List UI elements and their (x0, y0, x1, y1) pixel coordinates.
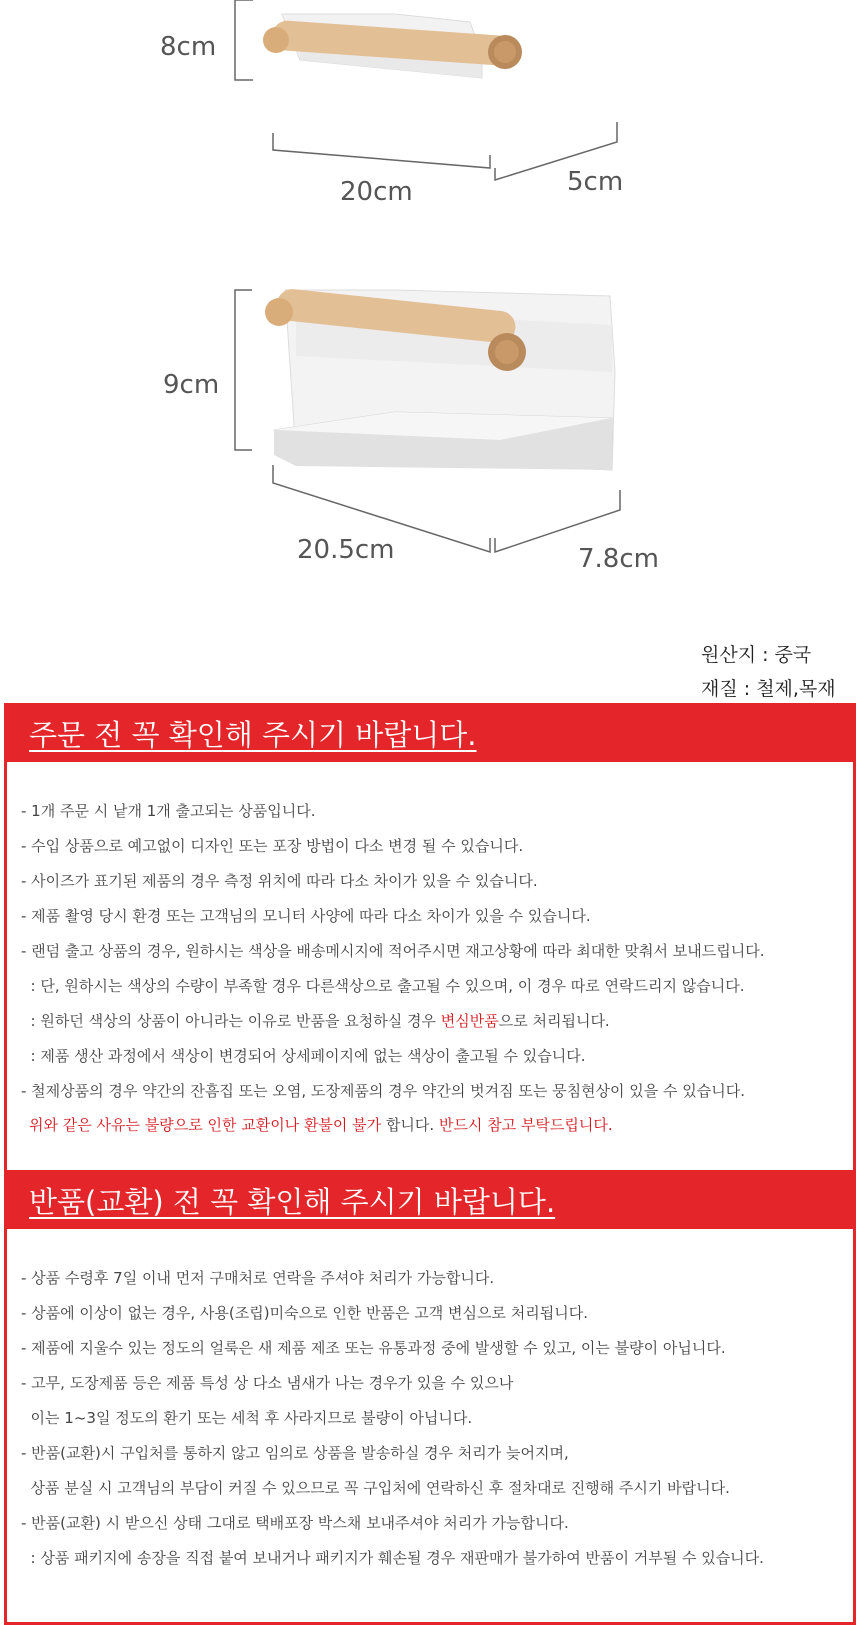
depth-label-small: 5cm (567, 167, 624, 197)
order-notice-warning (29, 1114, 613, 1135)
return-notice-line: 상품 분실 시 고객님의 부담이 커질 수 있으므로 꼭 구입처에 연락하신 후 절차대로 진행해 주시기 바랍니다. (21, 1479, 730, 1497)
order-notice-line: - 철제상품의 경우 약간의 잔흠집 또는 오염, 도장제품의 경우 약간의 벗겨짐 또는 뭉침현상이 있을 수 있습니다. (21, 1082, 746, 1100)
return-notice-line: : 상품 패키지에 송장을 직접 붙여 보내거나 패키지가 훼손될 경우 재판매가 불가하여 반품이 거부될 수 있습니다. (21, 1549, 764, 1567)
width-label-small: 20cm (340, 177, 413, 207)
return-notice-line: - 반품(교환)시 구입처를 통하지 않고 임의로 상품을 발송하실 경우 처리가 늦어지며, (21, 1444, 569, 1462)
return-notice-line: - 반품(교환) 시 받으신 상태 그대로 택배포장 박스채 보내주셔야 처리가 가능합니다. (21, 1514, 569, 1532)
line-text: 으로 처리됩니다. (498, 1012, 610, 1030)
order-notice-line-color-return (21, 1010, 610, 1031)
return-notice-header (7, 1173, 853, 1229)
width-label-tray: 20.5cm (297, 535, 395, 565)
return-notice-section (4, 1170, 856, 1625)
holder-small-illustration (263, 14, 522, 78)
height-label-tray: 9cm (163, 370, 220, 400)
order-notice-line: : 제품 생산 과정에서 색상이 변경되어 상세페이지에 없는 색상이 출고될 수 있습니다. (21, 1047, 586, 1065)
line-text: 합니다. (381, 1116, 439, 1134)
warning-text: 반드시 참고 부탁드립니다. (438, 1116, 613, 1134)
order-notice-title: 주문 전 꼭 확인해 주시기 바랍니다. (29, 718, 477, 752)
return-notice-title: 반품(교환) 전 꼭 확인해 주시기 바랍니다. (29, 1185, 556, 1219)
return-notice-line: - 상품 수령후 7일 이내 먼저 구매처로 연락을 주셔야 처리가 가능합니다. (21, 1269, 495, 1287)
order-notice-line: : 단, 원하시는 색상의 수량이 부족할 경우 다른색상으로 출고될 수 있으며, 이 경우 따로 연락드리지 않습니다. (21, 977, 745, 995)
order-notice-header (7, 706, 853, 762)
product-dimension-figure (0, 0, 860, 630)
height-label-small: 8cm (160, 32, 217, 62)
holder-tray-illustration (265, 288, 615, 470)
warning-text: 위와 같은 사유는 불량으로 인한 교환이나 환불이 불가 (29, 1116, 382, 1134)
order-notice-line: - 1개 주문 시 낱개 1개 출고되는 상품입니다. (21, 802, 316, 820)
order-notice-line: - 제품 촬영 당시 환경 또는 고객님의 모니터 사양에 따라 다소 차이가 있을 수 있습니다. (21, 907, 591, 925)
origin-text: 원산지 : 중국 (701, 644, 812, 666)
line-text: : 원하던 색상의 상품이 아니라는 이유로 반품을 요청하실 경우 (21, 1012, 441, 1030)
return-notice-line: 이는 1~3일 정도의 환기 또는 세척 후 사라지므로 불량이 아닙니다. (21, 1409, 473, 1427)
return-notice-line: - 고무, 도장제품 등은 제품 특성 상 다소 냄새가 나는 경우가 있을 수 있으나 (21, 1374, 514, 1392)
return-notice-line: - 상품에 이상이 없는 경우, 사용(조립)미숙으로 인한 반품은 고객 변심으로 처리됩니다. (21, 1304, 588, 1322)
material-text: 재질 : 철제,목재 (701, 678, 836, 700)
return-notice-line: - 제품에 지울수 있는 정도의 얼룩은 새 제품 제조 또는 유통과정 중에 발생할 수 있고, 이는 불량이 아닙니다. (21, 1339, 726, 1357)
product-info (701, 638, 836, 706)
order-notice-line: - 랜덤 출고 상품의 경우, 원하시는 색상을 배송메시지에 적어주시면 재고상황에 따라 최대한 맞춰서 보내드립니다. (21, 942, 765, 960)
order-notice-line: - 수입 상품으로 예고없이 디자인 또는 포장 방법이 다소 변경 될 수 있습니다. (21, 837, 524, 855)
highlight-text: 변심반품 (440, 1012, 499, 1030)
depth-label-tray: 7.8cm (578, 544, 659, 574)
order-notice-section (4, 703, 856, 1173)
order-notice-line: - 사이즈가 표기된 제품의 경우 측정 위치에 따라 다소 차이가 있을 수 있습니다. (21, 872, 538, 890)
